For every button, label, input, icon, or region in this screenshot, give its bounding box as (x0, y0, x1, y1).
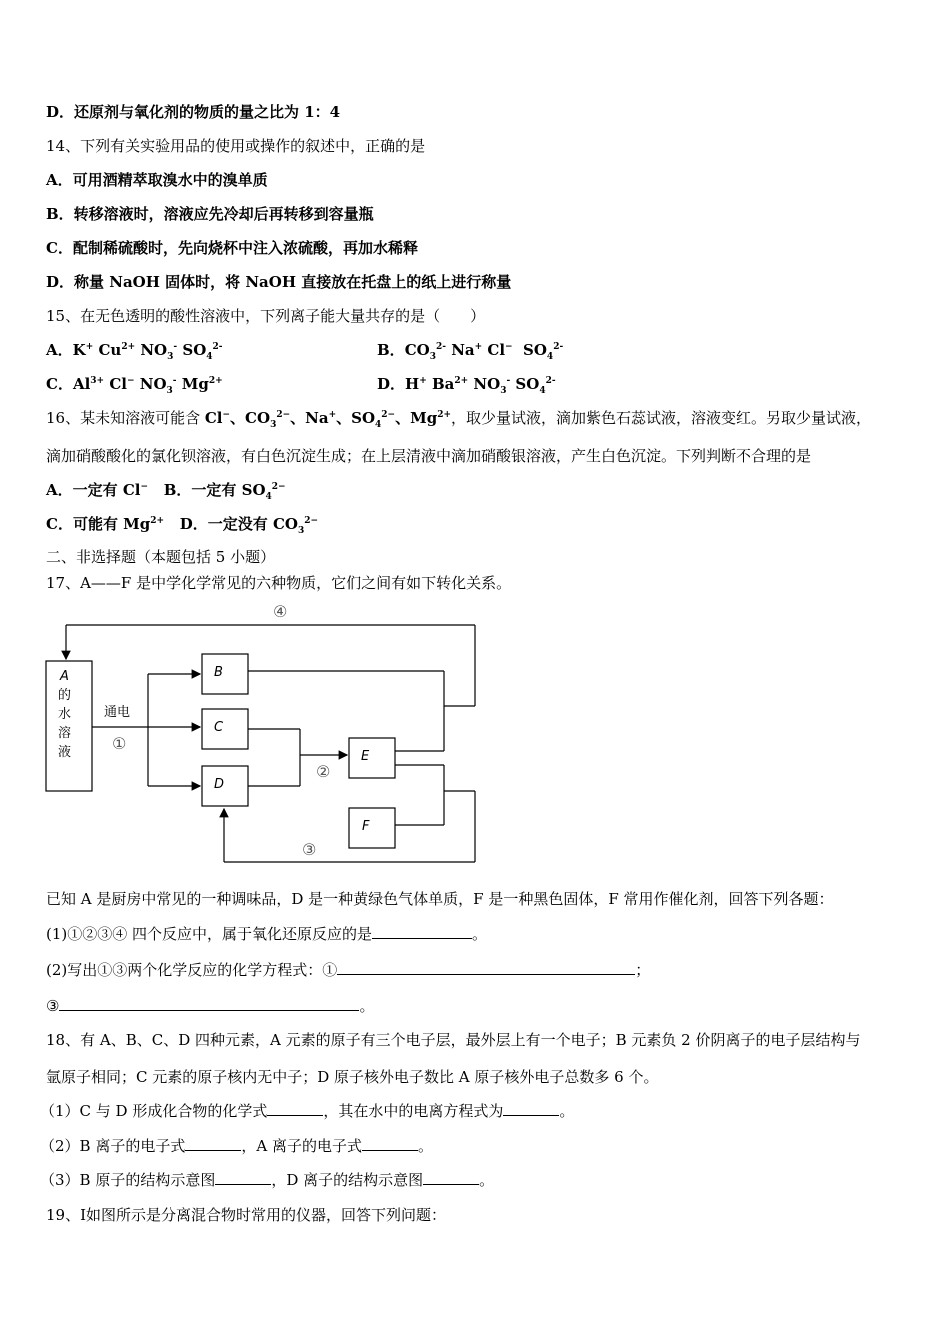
answer-blank[interactable] (372, 924, 472, 939)
box-d (202, 766, 248, 806)
q17-info: 已知 A 是厨房中常见的一种调味品，D 是一种黄绿色气体单质，F 是一种黑色固体，F 常用作催化剂，回答下列各题： (46, 890, 834, 908)
q17-stem: 17、A——F 是中学化学常见的六种物质，它们之间有如下转化关系。 (46, 574, 512, 592)
box-b-label: B (214, 665, 223, 680)
q15-option-a: A．K+ $Cu^{2+}$ $NO_3^-$ $SO_4^{2-}$ (46, 341, 223, 362)
answer-blank[interactable] (185, 1136, 241, 1151)
box-b (202, 654, 248, 694)
answer-blank[interactable] (503, 1101, 559, 1116)
answer-blank[interactable] (267, 1101, 323, 1116)
reaction-1-label: ① (112, 734, 127, 753)
q17-conversion-diagram (44, 603, 484, 865)
answer-blank[interactable] (423, 1170, 479, 1185)
q16-options-cd: C．可能有 $Mg^{2+}$ D．一定没有 $CO_3^{2-}$ (46, 515, 319, 536)
box-a-label-2: 的 (58, 688, 72, 703)
answer-blank[interactable] (362, 1136, 418, 1151)
q18-sub3: （3）B 原子的结构示意图 ，D 离子的结构示意图 。 (40, 1171, 495, 1189)
q14-option-a: A．可用酒精萃取溴水中的溴单质 (46, 171, 268, 189)
q19-stem: 19、Ⅰ如图所示是分离混合物时常用的仪器，回答下列问题： (46, 1206, 447, 1224)
q16-stem-line1: 16、某未知溶液可能含 Cl−、$CO_3^{2-}$、Na+、$SO_4^{2-}$、$Mg^{2+}$，取少量试液，滴加紫色石蕊试液，溶液变红。另取少量试液， (46, 409, 872, 430)
box-f (349, 808, 395, 848)
box-e-label: E (361, 749, 370, 764)
q14-stem: 14、下列有关实验用品的使用或操作的叙述中，正确的是 (46, 137, 426, 155)
box-a-label-4: 溶 (58, 726, 72, 741)
q17-sub2: (2)写出①③两个化学反应的化学方程式：① ； (46, 961, 651, 979)
q14-option-d: D．称量 NaOH 固体时，将 NaOH 直接放在托盘上的纸上进行称量 (46, 273, 512, 291)
box-e (349, 738, 395, 778)
box-d-label: D (214, 777, 225, 792)
q18-stem-line2: 氩原子相同；C 元素的原子核内无中子；D 原子核外电子数比 A 原子核外电子总数多 6 个。 (46, 1068, 659, 1086)
q15-option-b: B．$CO_3^{2-}$ Na+ Cl− $SO_4^{2-}$ (377, 341, 564, 362)
q18-stem-line1: 18、有 A、B、C、D 四种元素，A 元素的原子有三个电子层，最外层上有一个电子；B 元素负 2 价阴离子的电子层结构与 (46, 1031, 861, 1049)
box-c-label: C (214, 720, 224, 735)
box-f-label: F (362, 819, 370, 834)
q18-sub2: （2）B 离子的电子式 ，A 离子的电子式 。 (40, 1137, 433, 1155)
q14-option-b: B．转移溶液时，溶液应先冷却后再转移到容量瓶 (46, 205, 374, 223)
q16-options-ab: A．一定有 Cl− B．一定有 $SO_4^{2-}$ (46, 481, 286, 502)
q15-stem: 15、在无色透明的酸性溶液中，下列离子能大量共存的是（ ） (46, 307, 486, 325)
reaction-4-label: ④ (273, 603, 288, 621)
box-a-label-3: 水 (58, 707, 72, 722)
answer-blank[interactable] (215, 1170, 271, 1185)
box-a-label-1: A (60, 669, 69, 684)
answer-blank[interactable] (59, 996, 359, 1011)
section-heading: 二、非选择题（本题包括 5 小题） (46, 548, 276, 566)
q15-option-c: C．$Al^{3+}$ Cl− $NO_3^-$ $Mg^{2+}$ (46, 375, 223, 396)
q17-sub2-cont: ③ 。 (46, 997, 375, 1015)
reaction-3-label: ③ (302, 840, 317, 859)
answer-blank[interactable] (337, 960, 635, 975)
q16-stem-line2: 滴加硝酸酸化的氯化钡溶液，有白色沉淀生成；在上层清液中滴加硝酸银溶液，产生白色沉淀。下列判断不合理的是 (46, 447, 812, 465)
box-a-label-5: 液 (58, 745, 72, 760)
q13-option-d: D．还原剂与氧化剂的物质的量之比为 1：4 (46, 103, 341, 121)
q15-option-d: D．H+ $Ba^{2+}$ $NO_3^-$ $SO_4^{2-}$ (377, 375, 556, 396)
q14-option-c: C．配制稀硫酸时，先向烧杯中注入浓硫酸，再加水稀释 (46, 239, 418, 257)
q17-sub1: (1)①②③④ 四个反应中，属于氧化还原反应的是 。 (46, 925, 488, 943)
reaction-2-label: ② (316, 762, 331, 781)
box-c (202, 709, 248, 749)
electrolysis-label: 通电 (104, 705, 131, 720)
q18-sub1: （1）C 与 D 形成化合物的化学式 ，其在水中的电离方程式为 。 (40, 1102, 575, 1120)
